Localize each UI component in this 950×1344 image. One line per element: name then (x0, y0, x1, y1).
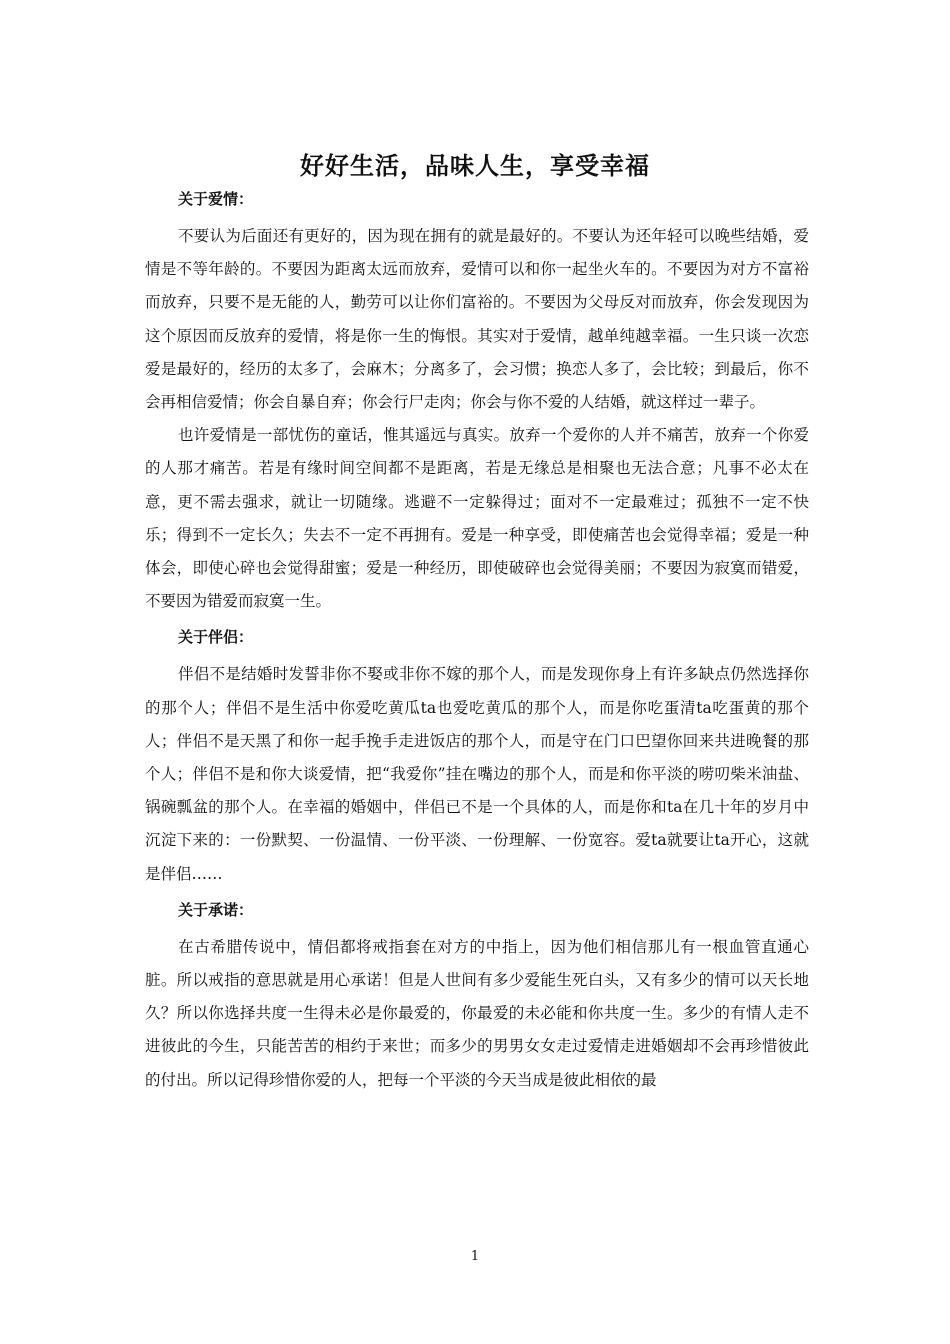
section-heading-love: 关于爱情： (178, 190, 254, 208)
page-title: 好好生活，品味人生，享受幸福 (300, 151, 650, 181)
paragraph: 伴侣不是结婚时发誓非你不娶或非你不嫁的那个人，而是发现你身上有许多缺点仍然选择你的那个人；伴侣不是生活中你爱吃黄瓜ta也爱吃黄瓜的那个人，而是你吃蛋清ta吃蛋黄的那个人；伴侣不是天黑了和你一起手挽手走进饭店的那个人，而是守在门口巴望你回来共进晚餐的那个人；伴侣不是和你大谈爱情，把“我爱你”挂在嘴边的那个人，而是和你平淡的唠叨柴米油盐、锅碗瓢盆的那个人。在幸福的婚姻中，伴侣已不是一个具体的人，而是你和ta在几十年的岁月中沉淀下来的：一份默契、一份温情、一份平淡、一份理解、一份宽容。爱ta就要让ta开心，这就是伴侣…… (145, 665, 809, 883)
paragraph: 不要认为后面还有更好的，因为现在拥有的就是最好的。不要认为还年轻可以晚些结婚，爱情是不等年龄的。不要因为距离太远而放弃，爱情可以和你一起坐火车的。不要因为对方不富裕而放弃，只要不是无能的人，勤劳可以让你们富裕的。不要因为父母反对而放弃，你会发现因为这个原因而反放弃的爱情，将是你一生的悔恨。其实对于爱情，越单纯越幸福。一生只谈一次恋爱是最好的，经历的太多了，会麻木；分离多了，会习惯；换恋人多了，会比较；到最后，你不会再相信爱情；你会自暴自弃；你会行尸走肉；你会与你不爱的人结婚，就这样过一辈子。 (145, 227, 809, 412)
paragraph: 也许爱情是一部忧伤的童话，惟其遥远与真实。放弃一个爱你的人并不痛苦，放弃一个你爱的人那才痛苦。若是有缘时间空间都不是距离，若是无缘总是相聚也无法合意；凡事不必太在意，更不需去强求，就让一切随缘。逃避不一定躲得过；面对不一定最难过；孤独不一定不快乐；得到不一定长久；失去不一定不再拥有。爱是一种享受，即使痛苦也会觉得幸福；爱是一种体会，即使心碎也会觉得甜蜜；爱是一种经历，即使破碎也会觉得美丽；不要因为寂寞而错爱，不要因为错爱而寂寞一生。 (145, 426, 809, 611)
section-heading-promise: 关于承诺： (178, 900, 254, 919)
document-body (145, 186, 809, 1097)
section-heading-partner: 关于伴侣： (178, 628, 254, 647)
page-number: 1 (470, 1249, 480, 1264)
paragraph: 在古希腊传说中，情侣都将戒指套在对方的中指上，因为他们相信那儿有一根血管直通心脏。所以戒指的意思就是用心承诺！但是人世间有多少爱能生死白头，又有多少的情可以天长地久？所以你选择共度一生得未必是你最爱的，你最爱的未必能和你共度一生。多少的有情人走不进彼此的今生，只能苦苦的相约于来世；而多少的男男女女走过爱情走进婚姻却不会再珍惜彼此的付出。所以记得珍惜你爱的人，把每一个平淡的今天当成是彼此相依的最 (145, 937, 809, 1089)
